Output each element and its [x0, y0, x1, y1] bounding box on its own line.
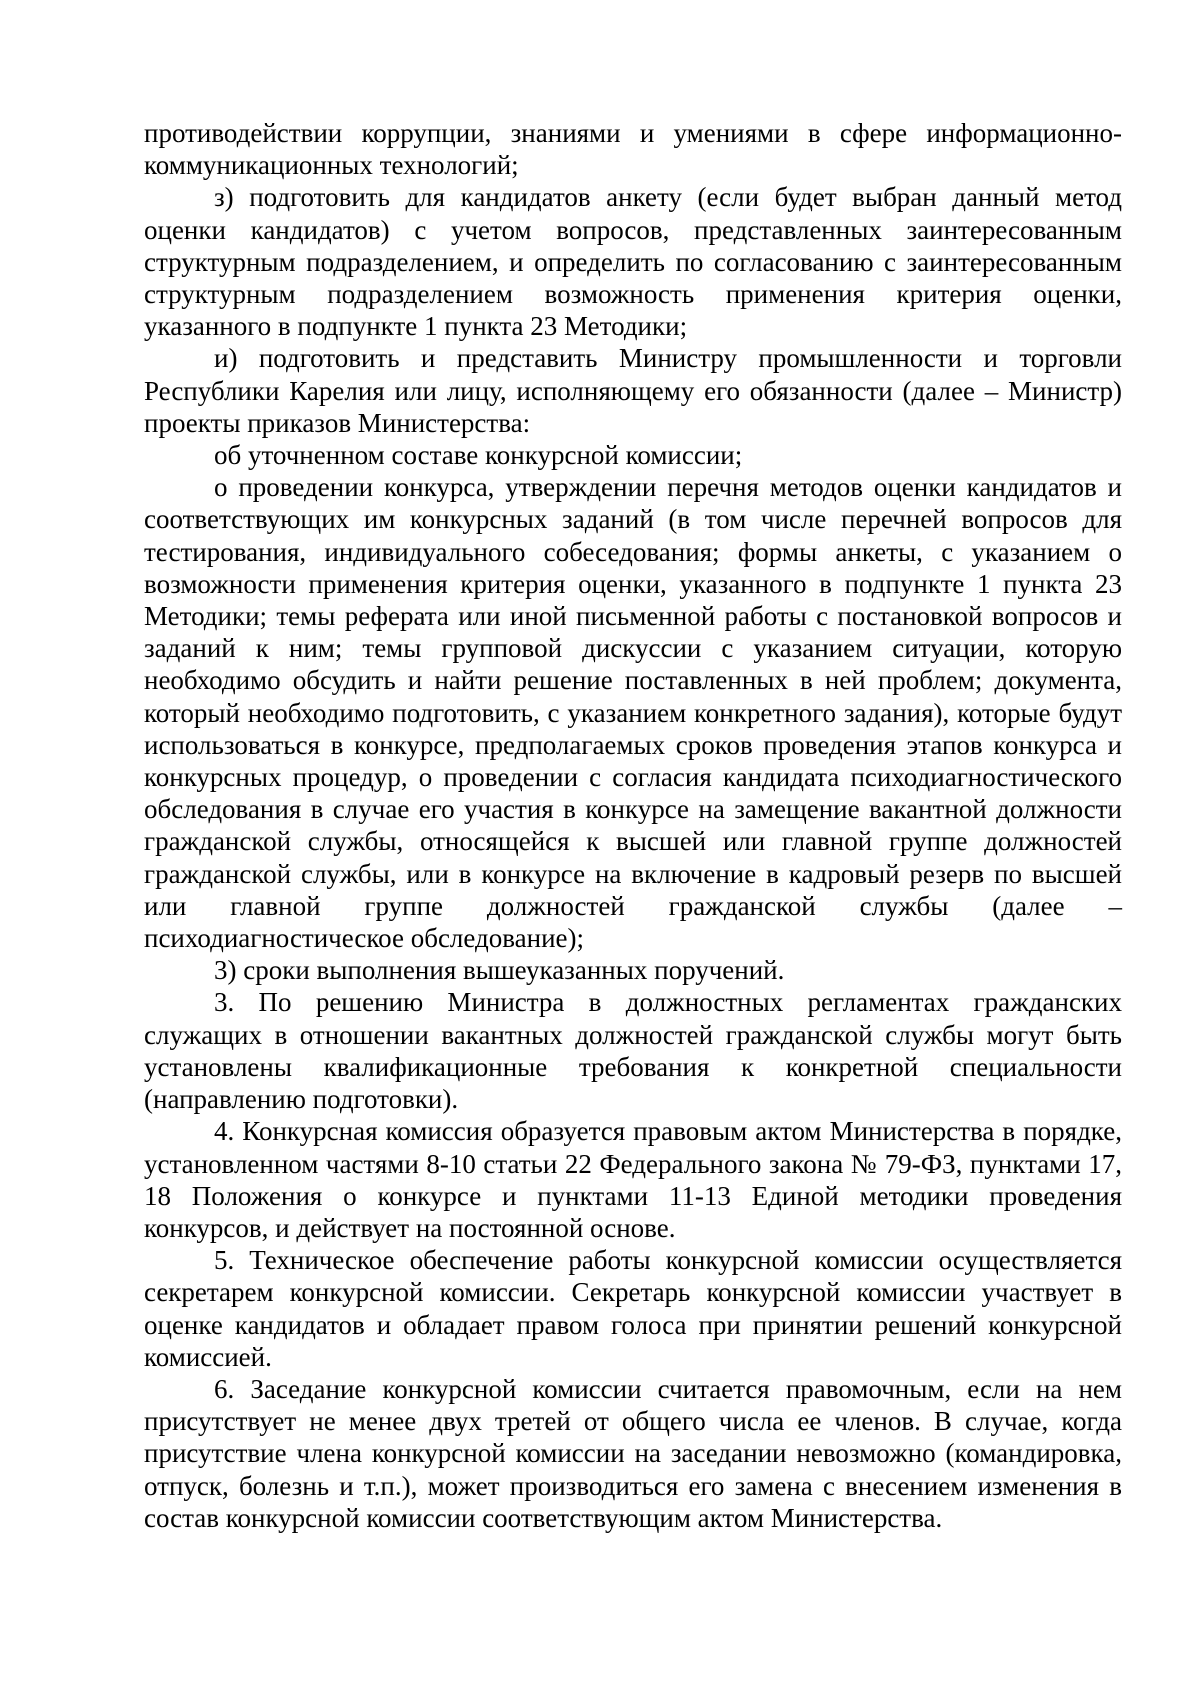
paragraph-z-questionnaire: з) подготовить для кандидатов анкету (если будет выбран данный метод оценки кандидатов) с учетом вопросов, представленных заинтересованным структурным подразделением, и определить по согласованию с заинтересованным структурным подразделением возможность применения критерия оценки, указанного в подпункте 1 пункта 23 Методики; [144, 182, 1122, 342]
paragraph-i-prepare-orders: и) подготовить и представить Министру промышленности и торговли Республики Карелия или лицу, исполняющему его обязанности (далее – Министр) проекты приказов Министерства: [144, 343, 1122, 438]
paragraph-item-5: 5. Техническое обеспечение работы конкурсной комиссии осуществляется секретарем конкурсной комиссии. Секретарь конкурсной комиссии участвует в оценке кандидатов и обладает правом голоса при принятии решений конкурсной комиссией. [144, 1245, 1122, 1372]
paragraph-anticorruption-continuation: противодействии коррупции, знаниями и умениями в сфере информационно-коммуникационных технологий; [144, 118, 1122, 181]
document-page [144, 117, 1122, 1534]
paragraph-commission-composition: об уточненном составе конкурсной комиссии; [214, 440, 743, 471]
paragraph-item-4: 4. Конкурсная комиссия образуется правовым актом Министерства в порядке, установленном частями 8-10 статьи 22 Федерального закона № 79-ФЗ, пунктами 17, 18 Положения о конкурсе и пунктами 11-13 Единой методики проведения конкурсов, и действует на постоянной основе. [144, 1116, 1122, 1243]
paragraph-item-3: 3. По решению Министра в должностных регламентах гражданских служащих в отношении вакантных должностей гражданской службы могут быть установлены квалификационные требования к конкретной специальности (направлению подготовки). [144, 987, 1122, 1115]
paragraph-contest-methods: о проведении конкурса, утверждении перечня методов оценки кандидатов и соответствующих им конкурсных заданий (в том числе перечней вопросов для тестирования, индивидуального собеседования; формы анкеты, с указанием о возможности применения критерия оценки, указанного в подпункте 1 пункта 23 Методики; темы реферата или иной письменной работы с постановкой вопросов и заданий к ним; темы групповой дискуссии с указанием ситуации, которую необходимо обсудить и найти решение поставленных в ней проблем; документа, который необходимо подготовить, с указанием конкретного задания), которые будут использоваться в конкурсе, предполагаемых сроков проведения этапов конкурса и конкурсных процедур, о проведении с согласия кандидата психодиагностического обследования в случае его участия в конкурсе на замещение вакантной должности гражданской службы, относящейся к высшей или главной группе должностей гражданской службы, или в конкурсе на включение в кадровый резерв по высшей или главной группе должностей гражданской службы (далее – психодиагностическое обследование); [144, 472, 1122, 954]
paragraph-deadlines: 3) сроки выполнения вышеуказанных поручений. [214, 955, 785, 986]
paragraph-item-6: 6. Заседание конкурсной комиссии считается правомочным, если на нем присутствует не менее двух третей от общего числа ее членов. В случае, когда присутствие члена конкурсной комиссии на заседании невозможно (командировка, отпуск, болезнь и т.п.), может производиться его замена с внесением изменения в состав конкурсной комиссии соответствующим актом Министерства. [144, 1373, 1122, 1533]
